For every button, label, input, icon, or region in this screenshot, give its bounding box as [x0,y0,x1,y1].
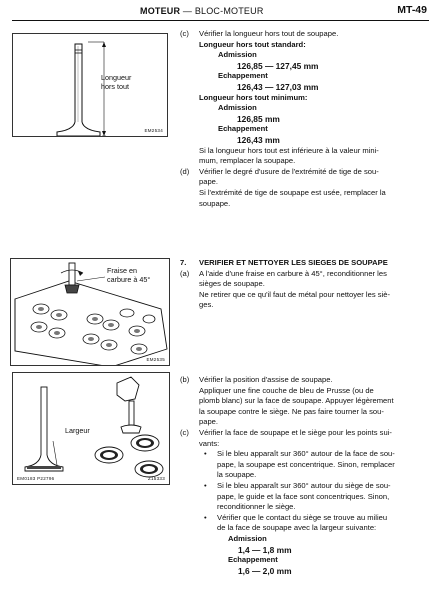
step-7-title: VERIFIER ET NETTOYER LES SIEGES DE SOUPAPE [199,258,388,267]
section-b-c-seat-check [180,375,430,576]
step-7-seats [180,258,430,311]
length-note-line1: Si la longueur hors tout est inférieure à la valeur mini- [199,145,379,155]
section-b-line3: plomb blanc) sur la face de soupape. Appuyer légèrement [199,396,394,406]
contact-exhaust-value: 1,6 — 2,0 mm [238,565,292,576]
cutter-label-line2: carbure à 45° [107,274,151,284]
section-d-line2: pape. [199,177,219,187]
section-c-overall-length [180,29,430,209]
figure3-code-left: EM0183 P22796 [17,476,55,481]
contact-intake-label: Admission [228,533,267,543]
standard-length-title: Longueur hors tout standard: [199,39,306,49]
cutter-label-line1: Fraise en [107,266,137,275]
bullet-3-line1: Vérifier que le contact du siège se trouve au milieu [217,512,388,522]
contact-intake-value: 1,4 — 1,8 mm [238,544,292,555]
section-d-line3: Si l'extrémité de tige de soupape est usée, remplacer la [199,187,386,197]
step-7a-letter: (a) [180,268,190,278]
section-b-line1: Vérifier la position d'assise de soupape. [199,375,333,384]
bullet-2-line3: reconditionner le siège. [217,502,296,512]
min-intake-value: 126,85 mm [237,113,280,124]
minimum-length-title: Longueur hors tout minimum: [199,92,308,102]
bullet-1-line1: Si le bleu apparaît sur 360° autour de la face de sou- [217,449,395,459]
min-exhaust-value: 126,43 mm [237,134,280,145]
figure2-code: EM2535 [146,357,165,362]
valve-seat-contact-illustration [13,373,170,485]
section-b-line2: Appliquer une fine couche de bleu de Prusse (ou de [199,385,374,395]
std-intake-value: 126,85 — 127,45 mm [237,60,319,71]
overall-length-label-line1: Longueur [101,73,132,82]
std-exhaust-value: 126,43 — 127,03 mm [237,81,319,92]
step-7a-line3: Ne retirer que ce qu'il faut de métal pour nettoyer les siè- [199,289,390,299]
header-subsection: BLOC-MOTEUR [194,6,264,16]
section-c2-line1: Vérifier la face de soupape et le siège pour les points sui- [199,427,392,437]
section-d-line4: soupape. [199,198,231,208]
header-title [140,6,264,16]
figure1-code: EM2534 [144,128,163,133]
bullet-3-line2: de la face de soupape avec la largeur suivante: [217,523,377,533]
section-c-intro: Vérifier la longueur hors tout de soupape. [199,29,339,38]
step-7a-line4: ges. [199,300,214,310]
section-c2-line2: vants: [199,438,220,448]
figure-seat-contact-width [12,372,170,485]
step-7a-line2: sièges de soupape. [199,279,265,289]
step-7-number: 7. [180,258,187,267]
section-d-line1: Vérifier le degré d'usure de l'extrémité de tige de sou- [199,166,379,176]
figure-valve-length [12,33,168,137]
bullet-2-line1: Si le bleu apparaît sur 360° autour du siège de sou- [217,480,391,490]
figure3-code-right: Z15333 [147,476,165,481]
section-c2-letter: (c) [180,427,189,437]
section-b-line4: la soupape contre le siège. Ne pas faire tourner la sou- [199,406,384,416]
header-section: MOTEUR [140,6,181,16]
figure-carbide-cutter [10,258,170,366]
bullet-1-symbol: • [204,449,207,459]
step-7a-line1: A l'aide d'une fraise en carbure à 45°, reconditionner les [199,268,387,278]
bullet-1 [180,449,430,481]
bullet-1-line2: pape, la soupape est concentrique. Sinon, remplacer [217,459,395,469]
section-b-letter: (b) [180,375,190,384]
bullet-2-symbol: • [204,480,207,490]
min-intake-label: Admission [218,103,257,113]
width-label: Largeur [65,426,90,435]
min-exhaust-label: Echappement [218,124,268,134]
section-d-letter: (d) [180,166,190,176]
section-b-line5: pape. [199,417,219,427]
overall-length-label-line2: hors tout [101,81,129,91]
page-header [0,4,435,22]
page-number: MT-49 [397,4,427,16]
bullet-2 [180,481,430,513]
section-c-letter: (c) [180,29,189,38]
std-exhaust-label: Echappement [218,71,268,81]
header-rule [12,20,429,21]
header-separator: — [182,6,193,16]
valve-length-illustration [13,34,168,137]
bullet-1-line3: la soupape. [217,470,257,480]
bullet-3 [180,513,430,534]
cutter-label [107,267,150,284]
contact-exhaust-label: Echappement [228,555,278,565]
std-intake-label: Admission [218,50,257,60]
bullet-2-line2: pape, le guide et la face sont concentriques. Sinon, [217,491,390,501]
overall-length-label [101,74,131,91]
bullet-3-symbol: • [204,512,207,522]
length-note-line2: mum, remplacer la soupape. [199,156,296,166]
